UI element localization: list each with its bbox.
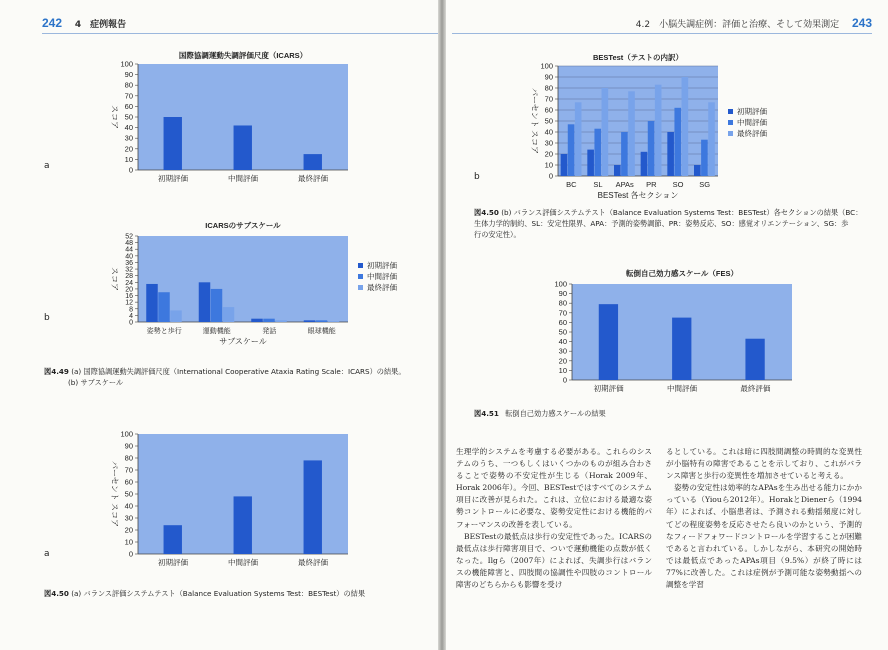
y-tick-label: 30 [558, 346, 567, 356]
y-tick-label: 0 [548, 171, 553, 181]
y-tick-label: 4 [129, 312, 133, 320]
running-head-right [636, 16, 872, 30]
y-tick-label: 10 [124, 537, 133, 547]
bar [234, 496, 252, 554]
bar-1 [641, 152, 648, 176]
y-tick-label: 60 [558, 317, 567, 327]
y-tick-label: 28 [125, 273, 133, 281]
y-tick-label: 40 [544, 127, 553, 137]
x-tick-label: 初期評価 [158, 558, 188, 567]
bar [745, 339, 764, 380]
y-tick-label: 80 [558, 298, 567, 308]
y-tick-label: 100 [120, 59, 133, 69]
figure-label-b-right: b [474, 172, 480, 182]
fes-chart [528, 266, 808, 400]
running-head-left [42, 16, 126, 30]
bar [234, 125, 252, 170]
bar [304, 154, 322, 170]
legend-label: 中間評価 [737, 118, 767, 127]
y-tick-label: 10 [558, 365, 567, 375]
left-page [0, 0, 438, 650]
chart-title: 転倒自己効力感スケール（FES） [626, 269, 738, 278]
caption-fig-4-51 [474, 408, 874, 419]
body-paragraph: 姿勢の安定性は効率的なAPAsを生み出せる能力にかかっている（Yiouら2012年）。HorakとDienerら（1994年）によれば、小脳患者は、予測される動揺頻度に対してどの程度姿勢を反応させたら良いのかという、予測的なフィードフォワードコントロールを学習することが困難であると言われている。しかしながら、本研究の開始時では最低点であったAPAs項目（9.5%）が終了時には77%に改善した。これは症例が予測可能な姿勢動揺への調整を学習 [666, 483, 862, 590]
caption-text-2: (b) サブスケール [68, 378, 124, 387]
legend-label: 最終評価 [367, 283, 397, 292]
x-tick-label: 眼球機能 [307, 328, 336, 335]
x-tick-label: SO [672, 180, 684, 189]
bar [672, 318, 691, 380]
y-tick-label: 50 [124, 489, 133, 499]
caption-fig-4-50b [474, 207, 874, 240]
legend-label: 中間評価 [367, 272, 397, 281]
x-tick-label: 最終評価 [298, 174, 328, 183]
caption-text: (b) バランス評価システムテスト（Balance Evaluation Systems Test：BESTest）各セクションの結果（BC： [501, 208, 863, 217]
y-tick-label: 8 [129, 306, 133, 314]
caption-number: 図4.51 [474, 409, 499, 418]
chart-title: BESTest（テストの内訳） [593, 53, 683, 62]
y-tick-label: 30 [544, 138, 553, 148]
y-tick-label: 20 [124, 525, 133, 535]
y-tick-label: 52 [125, 233, 133, 241]
section-title: 4.2 小脳失調症例：評価と治療、そして効果測定 [635, 20, 840, 30]
legend-swatch [728, 109, 733, 114]
x-axis-label: サブスケール [219, 337, 267, 346]
x-tick-label: 運動機能 [202, 328, 231, 335]
y-tick-label: 24 [125, 279, 133, 287]
y-tick-label: 100 [540, 61, 553, 71]
body-column-right [666, 446, 862, 591]
bar-2 [648, 121, 655, 176]
y-tick-label: 90 [124, 70, 133, 80]
x-tick-label: 最終評価 [298, 558, 328, 567]
caption-number: 図4.50 [474, 208, 499, 217]
y-tick-label: 40 [558, 337, 567, 347]
y-tick-label: 70 [544, 94, 553, 104]
bar-2 [701, 140, 708, 176]
bar-2 [594, 129, 601, 176]
y-tick-label: 20 [558, 356, 567, 366]
x-tick-label: 姿勢と歩行 [146, 328, 182, 335]
bar-1 [146, 284, 158, 322]
page-gutter [438, 0, 446, 650]
bar-3 [628, 91, 635, 176]
y-tick-label: 50 [124, 112, 133, 122]
bar [304, 460, 322, 554]
legend-label: 最終評価 [737, 129, 767, 138]
y-tick-label: 90 [544, 72, 553, 82]
caption-text: (a) バランス評価システムテスト（Balance Evaluation Systems Test：BESTest）の結果 [71, 589, 366, 598]
caption-text: (a) 国際協調運動失調評価尺度（International Cooperative Ataxia Rating Scale：ICARS）の結果。 [71, 367, 406, 376]
bestest-sections-chart [508, 50, 828, 200]
legend-label: 初期評価 [737, 107, 767, 116]
caption-text-3: 行の安定性）。 [474, 230, 521, 239]
header-rule-left [42, 33, 438, 34]
y-tick-label: 20 [125, 286, 133, 294]
bar-2 [621, 132, 628, 176]
y-tick-label: 44 [125, 246, 133, 254]
legend-swatch [728, 131, 733, 136]
y-tick-label: 40 [124, 501, 133, 511]
y-tick-label: 0 [128, 549, 133, 559]
x-axis-label: BESTest 各セクション [597, 191, 679, 200]
legend-swatch [358, 274, 363, 279]
bar-3 [275, 320, 287, 322]
y-tick-label: 40 [124, 123, 133, 133]
x-tick-label: 初期評価 [593, 384, 624, 393]
bar-1 [304, 320, 316, 322]
y-tick-label: 48 [125, 240, 133, 248]
body-paragraph: 生理学的システムを考慮する必要がある。これらのシステムのうち、一つもしくはいくつかのものが組み合わさることで姿勢の不安定性が生じる（Horak 2009年、Horak 2006年）。今回、BESTestではすべてのシステム項目に改善が見られた。これは、立位における最適な姿勢コントロールに必要な、姿勢安定性における機能的パフォーマンスの改善を表している。 [456, 447, 652, 529]
chart-title: 国際協調運動失調評価尺度（ICARS） [178, 51, 308, 60]
x-tick-label: SG [699, 180, 711, 189]
y-tick-label: 32 [125, 266, 133, 274]
y-tick-label: 20 [544, 149, 553, 159]
bar-3 [682, 77, 689, 176]
y-tick-label: 80 [544, 83, 553, 93]
bar-1 [587, 150, 594, 176]
y-tick-label: 60 [544, 105, 553, 115]
y-tick-label: 0 [562, 375, 567, 385]
bar-3 [708, 102, 715, 176]
caption-number: 図4.49 [44, 367, 69, 376]
x-tick-label: 発話 [262, 328, 277, 335]
x-tick-label: 中間評価 [228, 174, 258, 183]
legend-label: 初期評価 [367, 261, 397, 270]
y-tick-label: 30 [124, 133, 133, 143]
chapter-title: 4 症例報告 [74, 20, 127, 30]
bar-2 [568, 124, 575, 176]
bar [164, 117, 182, 170]
legend-swatch [728, 120, 733, 125]
x-tick-label: PR [646, 180, 657, 189]
right-page [446, 0, 888, 650]
caption-number: 図4.50 [44, 589, 69, 598]
y-axis-label: パーセント スコア [110, 460, 119, 528]
bar-3 [223, 307, 235, 322]
y-tick-label: 100 [554, 279, 567, 289]
caption-fig-4-50a [44, 588, 434, 599]
header-rule-right [452, 33, 872, 34]
y-tick-label: 50 [558, 327, 567, 337]
caption-fig-4-49 [44, 366, 434, 388]
bar-3 [575, 102, 582, 176]
y-tick-label: 0 [128, 165, 133, 175]
y-tick-label: 60 [124, 477, 133, 487]
bestest-chart [90, 426, 360, 578]
y-tick-label: 100 [120, 429, 133, 439]
y-tick-label: 30 [124, 513, 133, 523]
y-tick-label: 16 [125, 293, 133, 301]
body-paragraph: BESTestの最低点は歩行の安定性であった。ICARSの最低点は歩行障害項目で、ついで運動機能の点数が低くなった。Ilgら（2007年）によれば、失調歩行はバランスの機能障害と、四肢間の協調性や四肢のコントロール障害のどちらからも影響を受け [456, 531, 652, 590]
bar-1 [251, 319, 263, 322]
body-paragraph: るとしている。これは暗に四肢間調整の時間的な変異性が小脳特有の障害であることを示しており、これがバランス障害と歩行の変異性を増加させていると考える。 [666, 447, 862, 481]
y-tick-label: 70 [558, 308, 567, 318]
y-tick-label: 20 [124, 144, 133, 154]
figure-label-b: b [44, 313, 50, 323]
y-tick-label: 50 [544, 116, 553, 126]
y-tick-label: 90 [124, 441, 133, 451]
x-tick-label: 中間評価 [667, 384, 697, 393]
y-tick-label: 70 [124, 465, 133, 475]
bar-1 [199, 282, 211, 322]
y-tick-label: 60 [124, 101, 133, 111]
y-tick-label: 80 [124, 453, 133, 463]
body-column-left [456, 446, 652, 591]
bar-2 [674, 108, 681, 176]
bar-3 [328, 321, 340, 322]
y-tick-label: 70 [124, 91, 133, 101]
y-axis-label: パーセント スコア [530, 87, 539, 155]
y-axis-label: スコア [110, 267, 119, 291]
bar-3 [655, 85, 662, 176]
bar-1 [614, 165, 621, 176]
y-tick-label: 12 [125, 299, 133, 307]
bar-3 [602, 88, 609, 176]
bar-2 [316, 320, 328, 322]
bar-3 [170, 310, 182, 322]
y-tick-label: 0 [129, 319, 133, 327]
y-tick-label: 10 [124, 154, 133, 164]
icars-chart [90, 48, 360, 198]
page-number-left: 242 [42, 16, 63, 30]
page-number-right: 243 [851, 16, 872, 30]
x-tick-label: 中間評価 [228, 558, 258, 567]
x-tick-label: BC [566, 180, 577, 189]
bar [599, 304, 618, 380]
figure-label-a2: a [44, 549, 50, 559]
figure-label-a: a [44, 161, 50, 171]
bar-2 [263, 319, 275, 322]
x-tick-label: 初期評価 [158, 174, 188, 183]
y-tick-label: 40 [125, 253, 133, 261]
icars-subscale-chart [90, 218, 420, 353]
y-tick-label: 10 [544, 160, 553, 170]
bar-1 [667, 132, 674, 176]
bar-1 [694, 165, 701, 176]
y-tick-label: 90 [558, 289, 567, 299]
x-tick-label: 最終評価 [740, 384, 771, 393]
legend-swatch [358, 263, 363, 268]
caption-text: 転倒自己効力感スケールの結果 [505, 409, 606, 418]
y-tick-label: 80 [124, 80, 133, 90]
x-tick-label: APAs [615, 180, 634, 189]
bar [164, 525, 182, 554]
bar-2 [158, 292, 170, 322]
y-tick-label: 36 [125, 259, 133, 267]
y-axis-label: スコア [110, 105, 119, 129]
x-tick-label: SL [593, 180, 603, 189]
legend-swatch [358, 285, 363, 290]
chart-title: ICARSのサブスケール [205, 221, 281, 230]
bar-2 [211, 289, 223, 322]
caption-text-2: 生体力学的制約、SL：安定性限界、APA：予測的姿勢調節、PR：姿勢反応、SO：感覚オリエンテーション、SG：歩 [474, 219, 849, 228]
bar-1 [561, 154, 568, 176]
